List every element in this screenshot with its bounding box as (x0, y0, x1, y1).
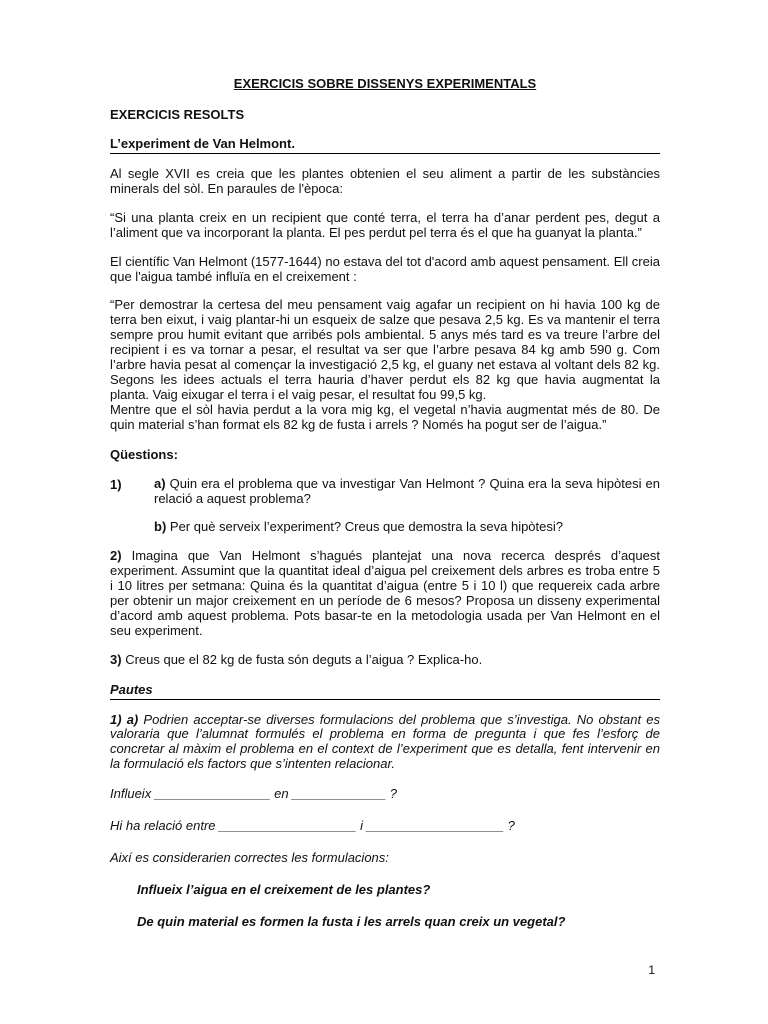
correct-formulations-intro: Així es considerarien correctes les formulacions: (110, 850, 389, 865)
question-2-text: Imagina que Van Helmont s’hagués plantejat una nova recerca després d’aquest experiment. Assumint que la quantitat ideal d’aigua pel creixement dels arbres es troba entre 5 i 10 litres per setmana: Quina és la quantitat d’aigua (entre 5 i 10 l) que requereix cada arbre per obtenir un major creixement en un període de 6 mesos? Proposa un disseny experimental d’acord amb aquest problema. Pots basar-te en la metodologia usada per Van Helmont en el seu experiment. (110, 548, 660, 638)
question-1a-label: a) (154, 475, 166, 491)
question-1b-label: b) (154, 519, 167, 535)
paragraph-intro: Al segle XVII es creia que les plantes obtenien el seu aliment a partir de les substàncies minerals del sòl. En paraules de l'època: (110, 166, 660, 196)
question-2-label: 2) (110, 548, 122, 564)
blank-formulation-1: Influeix ________________ en _____________ ? (110, 786, 397, 802)
question-3 (110, 653, 660, 668)
section-heading: EXERCICIS RESOLTS (110, 107, 245, 122)
pauta-1a-text: Podrien acceptar-se diverses formulacions del problema que s’investiga. No obstant es valoraria que l’alumnat formulés el problema en forma de pregunta i que fes l’esforç de concretar al màxim el problema en el context de l’experiment que es detalla, fent intervenir en la formulació els factors que s’intenten relacionar. (110, 711, 660, 772)
paragraph-quote: “Si una planta creix en un recipient que conté terra, el terra ha d’anar perdent pes, degut a l’aliment que va incorporant la planta. El pes perdut pel terra és el que ha guanyat la planta.” (110, 209, 660, 240)
document-page (110, 76, 660, 930)
pauta-1a (110, 713, 660, 773)
question-1a (110, 477, 660, 507)
paragraph-experiment-end: Mentre que el sòl havia perdut a la vora mig kg, el vegetal n’havia augmentat més de 80. De quin material s’han format els 82 kg de fusta i arrels ? Només ha pogut ser de l’aigua.” (110, 401, 660, 432)
blank-formulation-2: Hi ha relació entre ___________________ i ___________________ ? (110, 818, 515, 834)
pautes-heading: Pautes (110, 683, 660, 700)
questions-heading: Qüestions: (110, 446, 178, 462)
pauta-1a-label: 1) a) (110, 711, 139, 727)
question-1b-text: Per què serveix l’experiment? Creus que demostra la seva hipòtesi? (169, 519, 563, 535)
question-1b (154, 520, 660, 535)
formulation-1: Influeix l’aigua en el creixement de les plantes? (137, 881, 431, 897)
formulation-2: De quin material es formen la fusta i les arrels quan creix un vegetal? (137, 913, 566, 929)
paragraph-van-helmont: El científic Van Helmont (1577-1644) no estava del tot d'acord amb aquest pensament. Ell creia que l'aigua també influïa en el creixement : (110, 253, 660, 284)
subsection-heading: L’experiment de Van Helmont. (110, 136, 660, 154)
question-1-number: 1) (110, 476, 122, 492)
page-number: 1 (648, 963, 655, 977)
question-3-text: Creus que el 82 kg de fusta són deguts a l’aigua ? Explica-ho. (125, 651, 483, 667)
question-2 (110, 549, 660, 638)
question-1a-text: Quin era el problema que va investigar Van Helmont ? Quina era la seva hipòtesi en relació a aquest problema? (154, 475, 660, 506)
document-title: EXERCICIS SOBRE DISSENYS EXPERIMENTALS (233, 76, 537, 91)
paragraph-experiment: “Per demostrar la certesa del meu pensament vaig agafar un recipient on hi havia 100 kg de terra ben eixut, i vaig plantar-hi un esqueix de salze que pesava 2,5 kg. Es va mantenir el terra sempre prou humit evitant que arribés pols ambiental. 5 anys més tard es va treure l’arbre del recipient i es va tornar a pesar, el resultat va ser que l’arbre pesava 84 kg amb 590 g. Com l’arbre havia pesat al començar la investigació 2,5 kg, el guany net estava al voltant dels 82 kg. Segons les idees actuals el terra hauria d’haver perdut els 82 kg que havia augmentat la planta. Vaig eixugar el terra i el vaig pesar, el resultat fou 99,5 kg. (110, 297, 660, 402)
question-3-label: 3) (110, 651, 122, 667)
